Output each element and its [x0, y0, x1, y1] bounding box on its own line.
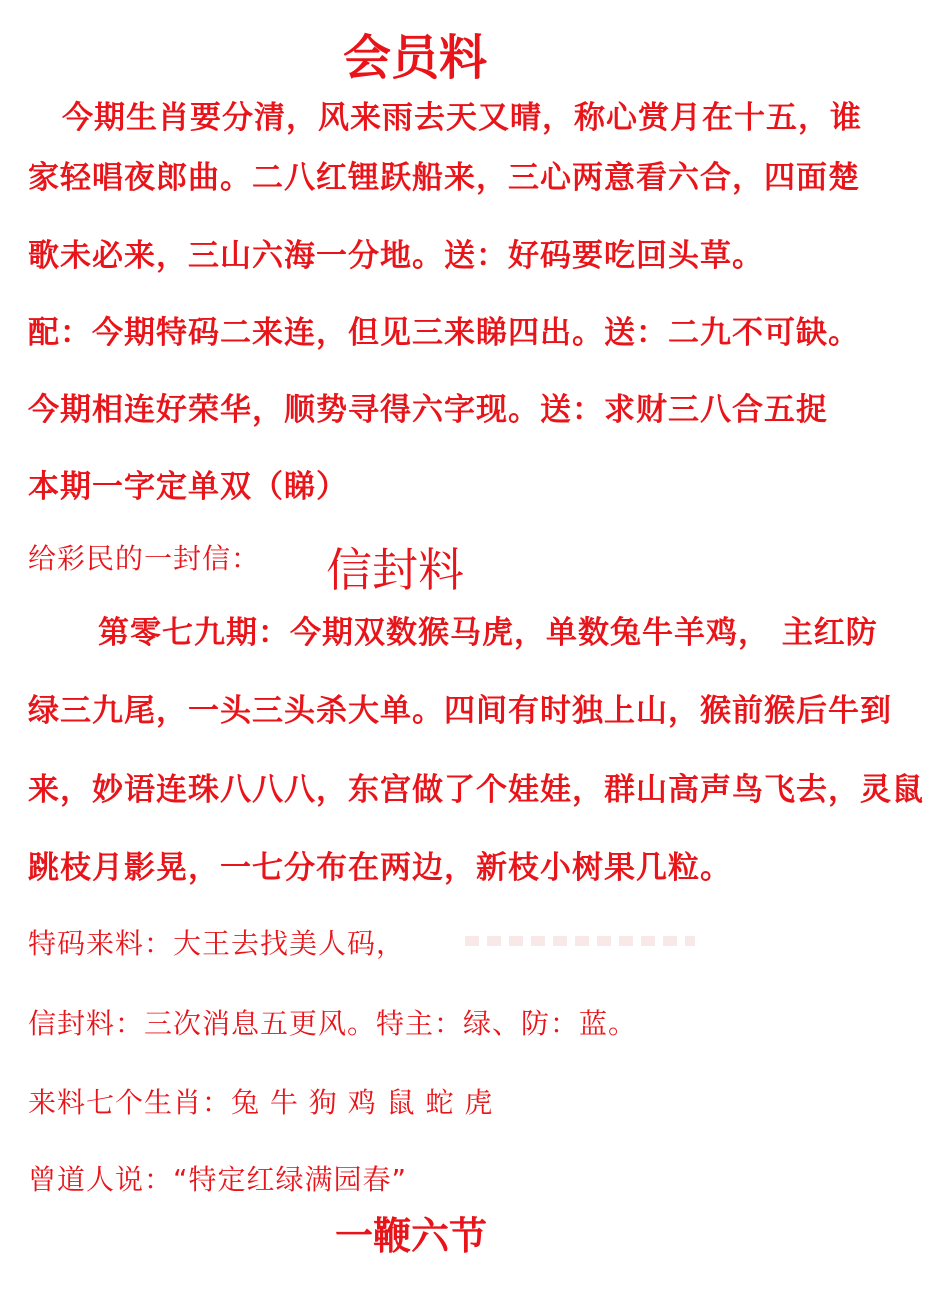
faint-watermark	[465, 936, 695, 946]
paragraph-2-line-2: 绿三九尾，一头三头杀大单。四间有时独上山，猴前猴后牛到	[28, 693, 892, 729]
paragraph-1-line-2: 家轻唱夜郎曲。二八红锂跃船来，三心两意看六合，四面楚	[28, 160, 860, 196]
letter-title: 信封料	[326, 543, 464, 597]
tema-line: 特码来料：大王去找美人码，	[28, 927, 406, 960]
zengdao-line: 曾道人说：“特定红绿满园春”	[28, 1163, 408, 1196]
pei-line: 配：今期特码二来连，但见三来睇四出。送：二九不可缺。	[28, 315, 860, 351]
footer-title: 一鞭六节	[335, 1214, 488, 1258]
paragraph-2-line-1: 第零七九期：今期双数猴马虎，单数兔牛羊鸡， 主红防	[98, 615, 878, 651]
xinfeng-line: 信封料：三次消息五更风。特主：绿、防：蓝。	[28, 1007, 638, 1040]
danshuang-line: 本期一字定单双（睇）	[28, 469, 348, 505]
lianxiang-line: 今期相连好荣华，顺势寻得六字现。送：求财三八合五捉	[28, 392, 828, 428]
paragraph-2-line-4: 跳枝月影晃，一七分布在两边，新枝小树果几粒。	[28, 850, 732, 886]
paragraph-2-line-3: 来，妙语连珠八八八，东宫做了个娃娃，群山高声鸟飞去，灵鼠	[28, 772, 924, 808]
letter-label: 给彩民的一封信：	[28, 542, 261, 575]
paragraph-1-line-1: 今期生肖要分清，风来雨去天又晴，称心赏月在十五，谁	[62, 100, 862, 136]
paragraph-1-line-3: 歌未必来，三山六海一分地。送：好码要吃回头草。	[28, 238, 764, 274]
main-title: 会员料	[343, 30, 488, 86]
qige-line: 来料七个生肖：兔 牛 狗 鸡 鼠 蛇 虎	[28, 1086, 494, 1119]
